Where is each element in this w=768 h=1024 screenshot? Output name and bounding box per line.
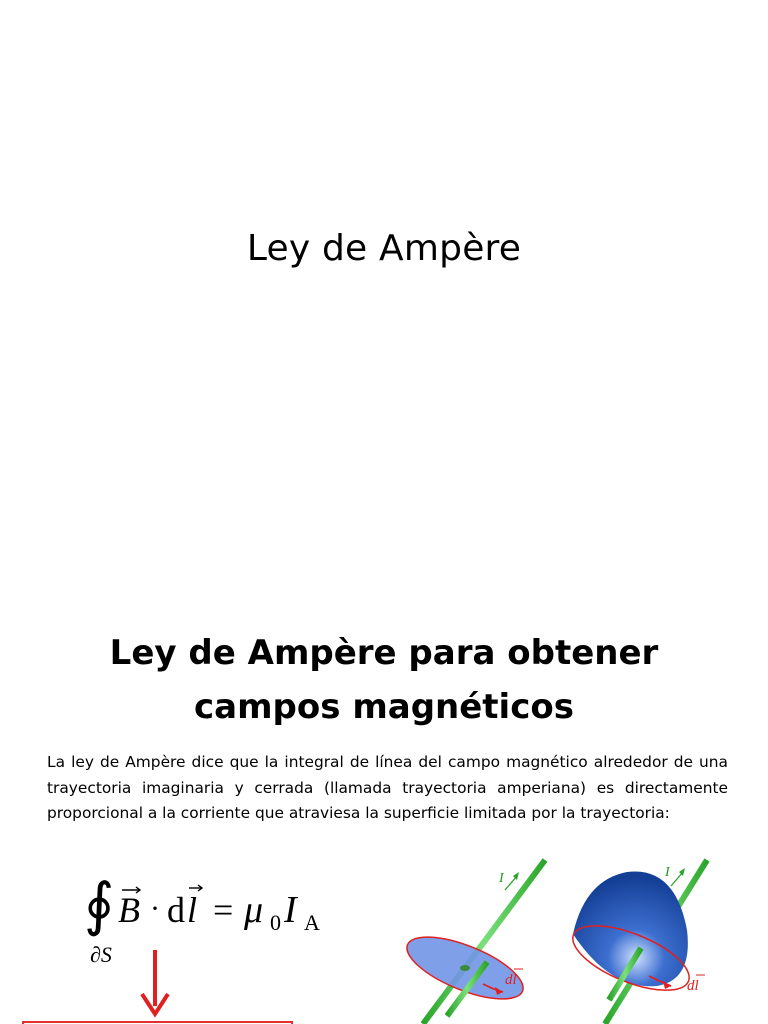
slide-2-body-text: La ley de Ampère dice que la integral de línea del campo magnético alrededor de una trayectoria imaginaria y cerrada (llamada trayectoria amperiana) es directamente proporcional a la corriente que atraviesa la superficie limitada por la trayectoria: (47, 753, 728, 822)
slide-2-title-line-2: campos magnéticos (194, 687, 574, 727)
equals-sign: = (213, 890, 234, 930)
slide-2-title-line-1: Ley de Ampère para obtener (109, 633, 659, 673)
dot-operator: · (150, 892, 160, 925)
mu-subscript: 0 (270, 910, 281, 935)
amperian-surfaces-diagram (395, 850, 768, 1024)
current-label-right: I (665, 865, 670, 880)
vector-b: B (118, 890, 140, 930)
dome-surface-diagram (565, 860, 707, 1024)
slide-divider (0, 580, 768, 581)
contour-integral-symbol: ∮ (84, 872, 115, 937)
red-down-arrow (130, 950, 180, 1024)
dl-label-left: dl (505, 972, 517, 988)
mu-symbol: μ (244, 889, 264, 931)
current-label-left: I (499, 871, 504, 886)
vector-l: l (187, 890, 198, 930)
slide-1-title: Ley de Ampère (246, 228, 522, 269)
current-i: I (284, 889, 297, 931)
slide-2-title (40, 626, 728, 734)
flat-surface-diagram (399, 860, 545, 1024)
integral-lower-limit: ∂S (90, 942, 112, 967)
differential-d: d (167, 890, 185, 930)
current-subscript: A (304, 910, 320, 935)
ampere-law-formula (60, 860, 380, 970)
dl-label-right: dl (687, 978, 699, 994)
